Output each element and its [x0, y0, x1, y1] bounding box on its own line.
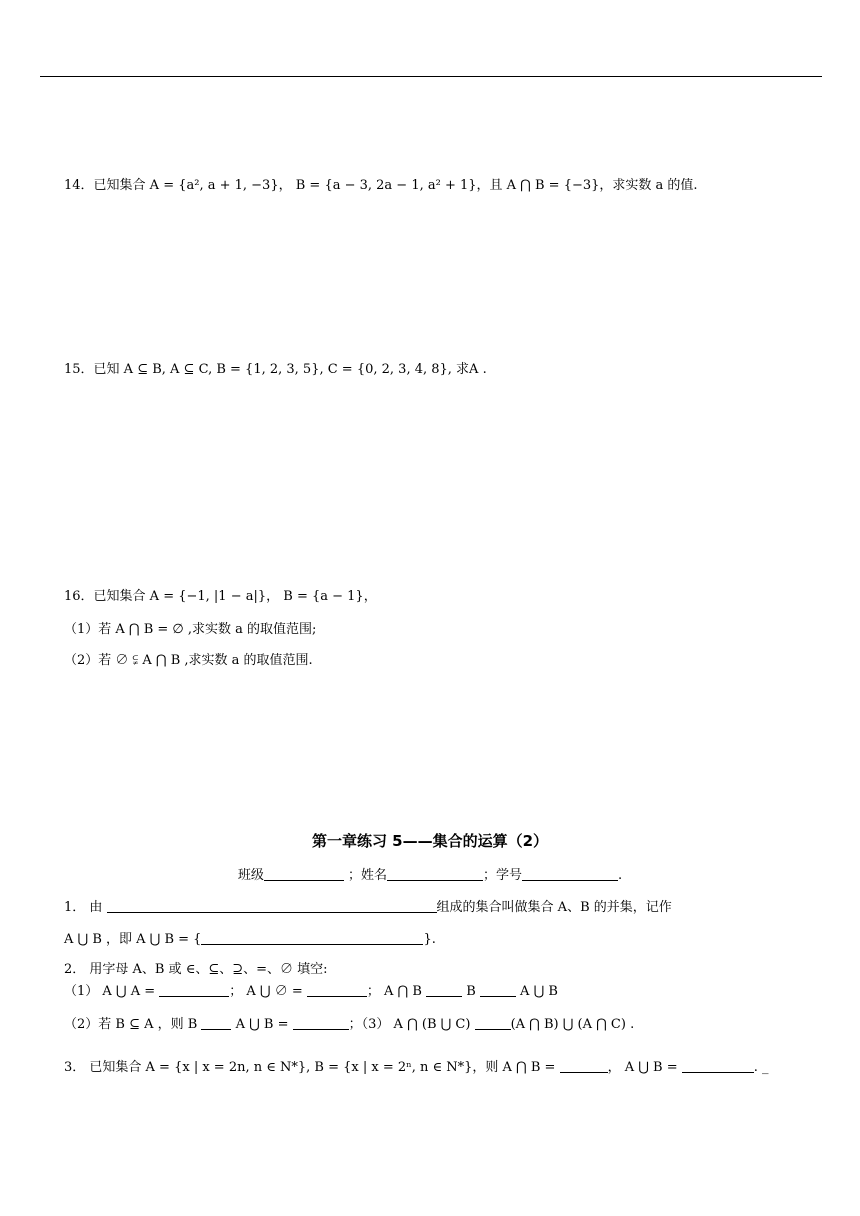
- p2-r2-a: （2）若 B ⊆ A ，则 B: [64, 1017, 198, 1032]
- id-label: ；学号: [483, 868, 523, 883]
- p2-blank-7[interactable]: [475, 1015, 511, 1030]
- problem-1-line-1: [64, 898, 672, 918]
- problem-1-formula: A ⋃ B ，即 A ⋃ B = {: [64, 932, 202, 947]
- p2-r2-d: (A ⋂ B) ⋃ (A ⋂ C) .: [510, 1017, 635, 1032]
- p2-blank-1[interactable]: [159, 982, 229, 997]
- p2-blank-4[interactable]: [480, 982, 516, 997]
- p2-blank-3[interactable]: [426, 982, 462, 997]
- p2-blank-6[interactable]: [293, 1015, 349, 1030]
- section-title: 第一章练习 5——集合的运算（2）: [311, 832, 549, 850]
- info-end: .: [618, 868, 623, 883]
- p2-blank-5[interactable]: [201, 1015, 231, 1030]
- p2-r1-a: （1） A ⋃ A =: [64, 984, 156, 999]
- problem-1-line-2: [64, 930, 436, 950]
- question-16: 16．已知集合 A = {−1, |1 − a|}， B = {a − 1}，: [64, 589, 377, 604]
- problem-2-row-2: [64, 1015, 634, 1035]
- question-14: 14．已知集合 A = {a², a + 1, −3}， B = {a − 3, 2a − 1, a² + 1}，且 A ⋂ B = {−3}，求实数 a 的值.: [64, 178, 698, 193]
- question-15: 15．已知 A ⊆ B, A ⊆ C, B = {1, 2, 3, 5}, C = {0, 2, 3, 4, 8}, 求A .: [64, 362, 487, 377]
- question-16-part-2: （2）若 ∅ ⫋ A ⋂ B ,求实数 a 的取值范围.: [64, 653, 313, 668]
- class-blank[interactable]: [264, 866, 344, 881]
- problem-1-start: 1． 由: [64, 900, 103, 915]
- problem-1-blank-2[interactable]: [201, 930, 423, 945]
- name-label: ；姓名: [347, 868, 387, 883]
- p2-r2-b: A ⋃ B =: [235, 1017, 289, 1032]
- problem-3-text: 3． 已知集合 A = {x | x = 2n, n ∈ N*}, B = {x | x = 2ⁿ, n ∈ N*}，则 A ⋂ B =: [64, 1060, 556, 1075]
- id-blank[interactable]: [522, 866, 618, 881]
- p2-r1-d: B: [466, 984, 476, 999]
- name-blank[interactable]: [387, 866, 483, 881]
- question-16-part-1: （1）若 A ⋂ B = ∅ ,求实数 a 的取值范围;: [64, 622, 317, 637]
- problem-2-heading: 2． 用字母 A、B 或 ∈、⊆、⊇、=、∅ 填空:: [64, 962, 328, 977]
- p2-r1-c: ； A ⋂ B: [366, 984, 422, 999]
- p2-blank-2[interactable]: [307, 982, 367, 997]
- problem-3: [64, 1058, 769, 1078]
- student-info-line: [0, 864, 860, 883]
- p3-blank-2[interactable]: [682, 1058, 754, 1073]
- problem-1-blank-1[interactable]: [107, 898, 437, 913]
- class-label: 班级: [237, 868, 264, 883]
- p2-r2-c: ；（3） A ⋂ (B ⋃ C): [348, 1017, 471, 1032]
- p2-r1-e: A ⋃ B: [520, 984, 558, 999]
- problem-1-end: }.: [423, 932, 436, 947]
- header-rule: [40, 76, 822, 77]
- problem-3-end: . _: [753, 1060, 769, 1075]
- problem-2-row-1: [64, 982, 558, 1002]
- p3-blank-1[interactable]: [560, 1058, 608, 1073]
- problem-1-mid: 组成的集合叫做集合 A、B 的并集，记作: [436, 900, 672, 915]
- p2-r1-b: ； A ⋃ ∅ =: [229, 984, 303, 999]
- problem-3-union: ， A ⋃ B =: [607, 1060, 678, 1075]
